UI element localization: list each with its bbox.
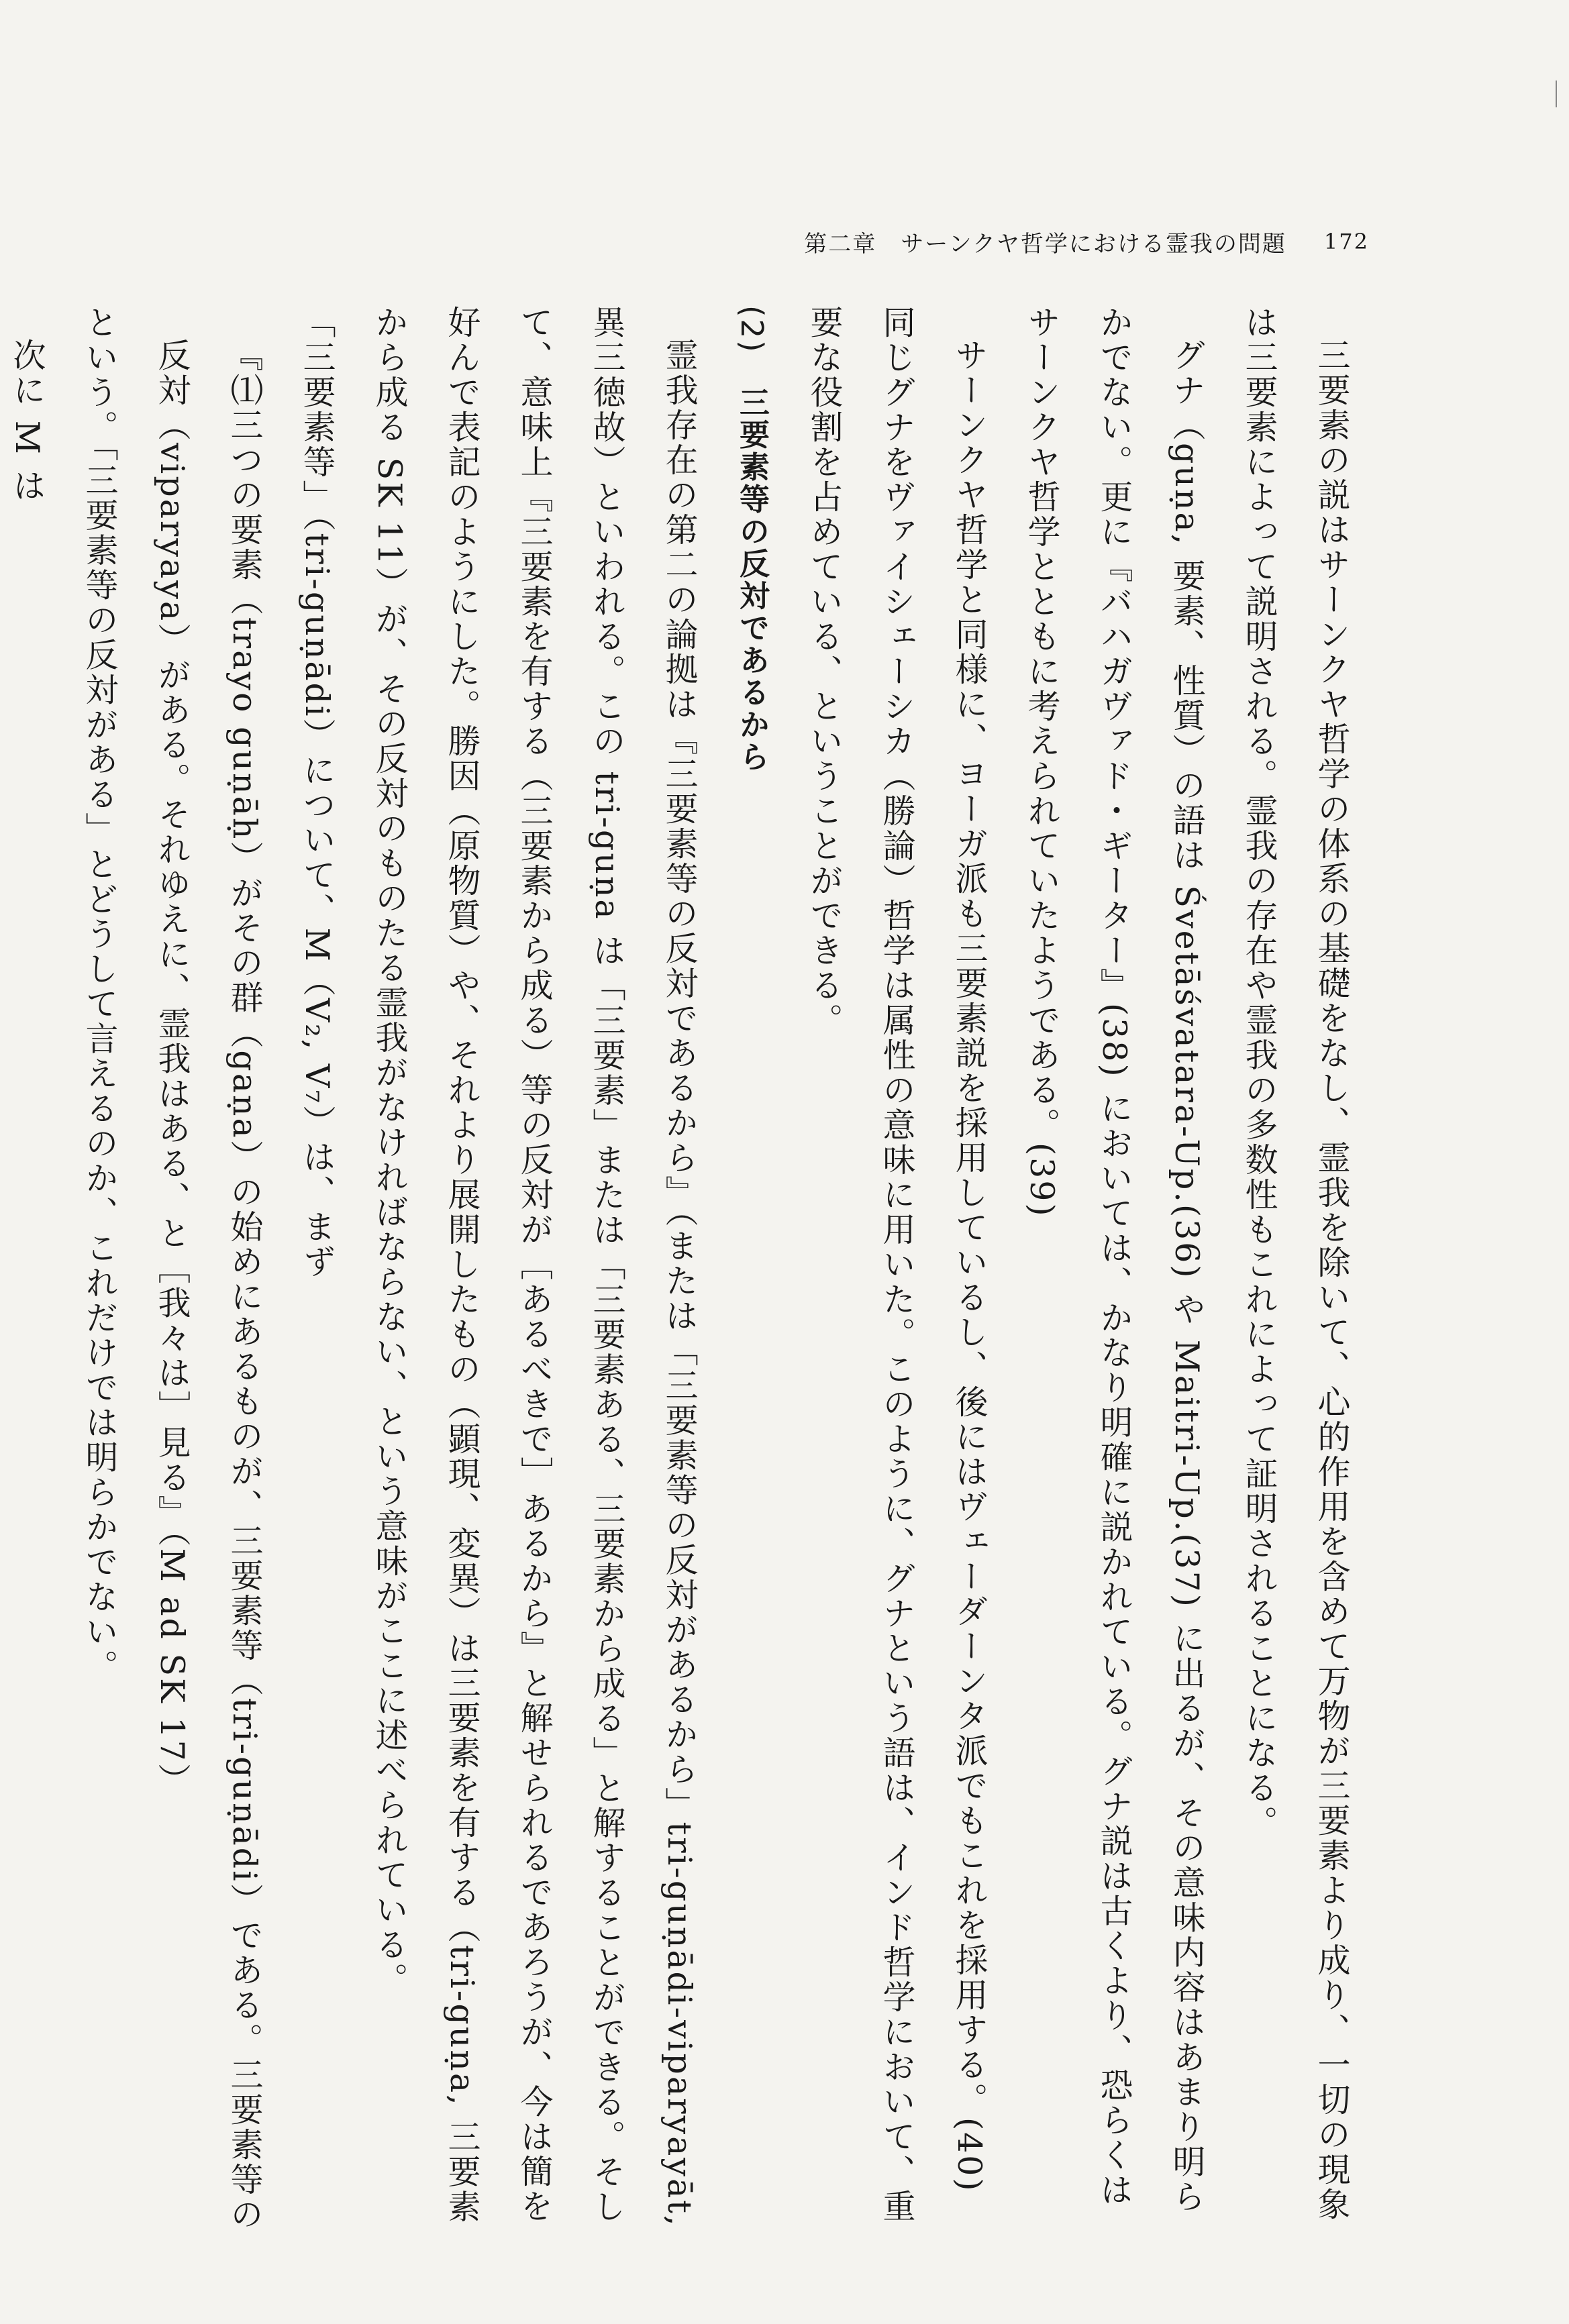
paragraph-guna-term: グナ（guṇa, 要素、性質）の語は Śvetāśvatara-Up.(36) や Maitri-Up.(37) に出るが、その意味内容はあまり明らかでない。更に『バハガヴァド・ギーター』(38) においては、かなり明確に説かれている。グナ説は古くより、恐らくはサーンクヤ哲学とともに考えられていたようである。(39) [1023,305,1206,2215]
paragraph-after-quote: という。「三要素等の反対がある」とどうして言えるのか、これだけでは明らかでない。 [81,305,119,1685]
vertical-body-text [8,305,1368,2237]
scan-edge-mark [1556,81,1557,107]
paragraph-yoga-vedanta: サーンクヤ哲学と同様に、ヨーガ派も三要素説を採用しているし、後にはヴェーダーンタ派でもこれを採用する。(40) 同じグナをヴァイシェーシカ（勝論）哲学は属性の意味に用いた。このように、グナという語は、インド哲学において、重要な役割を占めている、ということができる。 [805,305,989,2224]
section-heading [715,305,788,2237]
section-title: 三要素等の反対であるから [734,386,770,774]
chapter-title: 第二章 サーンクヤ哲学における霊我の問題 [804,230,1286,258]
paragraph-three-elements: 三要素の説はサーンクヤ哲学の体系の基礎をなし、霊我を除いて、心的作用を含めて万物が三要素より成り、一切の現象は三要素によって説明される。霊我の存在や霊我の多数性もこれによって証明されることになる。 [1240,305,1351,2222]
page-number: 172 [1323,229,1369,254]
section-number: (2) [734,305,770,354]
paragraph-second-argument: 霊我存在の第二の論拠は『三要素等の反対であるから』（または「三要素等の反対があるから」tri-guṇādi-viparyayāt, 異三徳故）といわれる。この tri-guṇa は「三要素」または「三要素ある、三要素から成る」と解することができる。そして、意味上『三要素を有する（三要素から成る）等の反対が［あるべきで］あるから』と解せられるであろうが、今は簡を好んで表記のようにした。勝因（原物質）や、それより展開したもの（顕現、変異）は三要素を有する（tri-guṇa, 三要素から成る SK 11）が、その反対のものたる霊我がなければならない、という意味がここに述べられている。 [370,305,699,2228]
paragraph-triguna-intro: 「三要素等」（tri-guṇādi）について、M（V₂, V₇）は、まず [298,305,336,1279]
paragraph-next: 次に M は [8,338,46,504]
quote-1: 『⑴三つの要素（trayo guṇāḥ）がその群（gaṇa）の始めにあるものが、三要素等（tri-guṇādi）である。三要素等の反対（viparyaya）がある。それゆえに、霊我はある、と［我々は］見る』（M ad SK 17） [153,338,264,2232]
running-header [698,221,1369,262]
